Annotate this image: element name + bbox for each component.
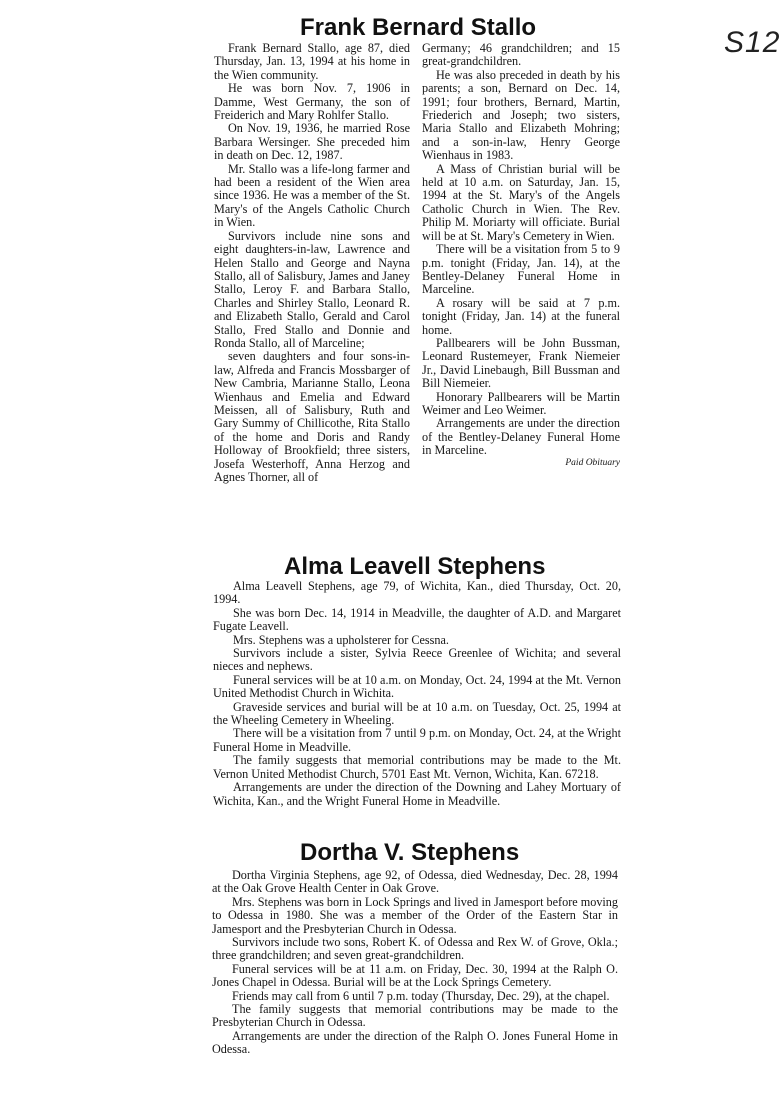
paragraph: Arrangements are under the direction of the Bentley-Delaney Funeral Home in Marceline.: [422, 416, 620, 458]
paragraph: She was born Dec. 14, 1914 in Meadville, the daughter of A.D. and Margaret Fugate Leavell.: [213, 605, 621, 634]
paragraph: Germany; 46 grandchildren; and 15 great-grandchildren.: [422, 41, 620, 69]
obituary-column-left: [214, 42, 410, 484]
paragraph: Survivors include a sister, Sylvia Reece Greenlee of Wichita; and several nieces and nephews.: [213, 646, 621, 674]
paragraph: Alma Leavell Stephens, age 79, of Wichita, Kan., died Thursday, Oct. 20, 1994.: [213, 579, 621, 607]
paragraph: The family suggests that memorial contributions may be made to the Presbyterian Church in Odessa.: [212, 1002, 618, 1030]
paragraph: Arrangements are under the direction of the Ralph O. Jones Funeral Home in Odessa.: [212, 1028, 618, 1057]
paragraph: seven daughters and four sons-in-law, Alfreda and Francis Mossbarger of New Cambria, Marianne Stallo, Leona Wienhaus and Emelia and Edward Meissen, all of Salisbury, Ruth and Gary Summy of Chillicothe, Rita Stallo of the home and Doris and Randy Holloway of Brookfield; three sisters, Josefa Westerhoff, Anna Herzog and Agnes Thorner, all of: [214, 349, 410, 484]
paragraph: Frank Bernard Stallo, age 87, died Thursday, Jan. 13, 1994 at his home in the Wien community.: [214, 41, 410, 82]
obituary-headline: Alma Leavell Stephens: [284, 553, 546, 580]
obituary-column-right: [422, 42, 620, 470]
paragraph: Funeral services will be at 11 a.m. on Friday, Dec. 30, 1994 at the Ralph O. Jones Chapel in Odessa. Burial will be at the Lock Springs Cemetery.: [212, 961, 618, 990]
obituary-headline: Frank Bernard Stallo: [300, 14, 537, 41]
paragraph: Survivors include two sons, Robert K. of Odessa and Rex W. of Grove, Okla.; three grandchildren; and seven great-grandchildren.: [212, 935, 618, 963]
page-mark: S12: [724, 26, 780, 59]
paragraph: Friends may call from 6 until 7 p.m. today (Thursday, Dec. 29), at the chapel.: [232, 988, 610, 1003]
paragraph: He was also preceded in death by his parents; a son, Bernard on Dec. 14, 1991; four brothers, Bernard, Martin, Friederich and Joseph; two sisters, Maria Stallo and Elizabeth Mohring; and a son-in-law, Henry George Wienhaus in 1983.: [422, 67, 620, 163]
paragraph: He was born Nov. 7, 1906 in Damme, West Germany, the son of Freiderich and Mary Rohlfer Stallo.: [214, 81, 410, 123]
paragraph: Mrs. Stephens was a upholsterer for Cessna.: [233, 632, 449, 647]
paragraph: Arrangements are under the direction of the Downing and Lahey Mortuary of Wichita, Kan., and the Wright Funeral Home in Meadville.: [213, 780, 621, 808]
obituary-body: [213, 580, 621, 808]
paid-obituary-label: Paid Obituary: [565, 457, 620, 468]
paragraph: On Nov. 19, 1936, he married Rose Barbara Wersinger. She preceded him in death on Dec. 12, 1987.: [214, 121, 410, 163]
paragraph: Dortha Virginia Stephens, age 92, of Odessa, died Wednesday, Dec. 28, 1994 at the Oak Grove Health Center in Oak Grove.: [212, 868, 618, 896]
paragraph: Mr. Stallo was a life-long farmer and had been a resident of the Wien area since 1936. He was a member of the St. Mary's of the Angels Catholic Church in Wien.: [214, 161, 410, 230]
paragraph: A Mass of Christian burial will be held at 10 a.m. on Saturday, Jan. 15, 1994 at the St. Mary's of the Angels Catholic Church in Wien. The Rev. Philip M. Moriarty will officiate. Burial will be at St. Mary's Cemetery in Wien.: [422, 161, 620, 243]
obituary-body: [212, 869, 618, 1057]
paragraph: A rosary will be said at 7 p.m. tonight (Friday, Jan. 14) at the funeral home.: [422, 295, 620, 337]
paragraph: The family suggests that memorial contributions may be made to the Mt. Vernon United Methodist Church, 5701 East Mt. Vernon, Wichita, Kan. 67218.: [213, 753, 621, 781]
paragraph: Survivors include nine sons and eight daughters-in-law, Lawrence and Helen Stallo and George and Nayna Stallo, all of Salisbury, James and Janey Stallo, Leroy F. and Barbara Stallo, Charles and Shirley Stallo, Leonard R. and Elizabeth Stallo, Gerald and Carol Stallo, Fred Stallo and Donnie and Ronda Stallo, all of Marceline;: [214, 228, 410, 350]
paragraph: Honorary Pallbearers will be Martin Weimer and Leo Weimer.: [422, 389, 620, 417]
paragraph: There will be a visitation from 7 until 9 p.m. on Monday, Oct. 24, at the Wright Funeral Home in Meadville.: [213, 726, 621, 754]
paragraph: Mrs. Stephens was born in Lock Springs and lived in Jamesport before moving to Odessa in 1980. She was a member of the Order of the Eastern Star in Jamesport and the Presbyterian Church in Odessa.: [212, 894, 618, 936]
paragraph: There will be a visitation from 5 to 9 p.m. tonight (Friday, Jan. 14), at the Bentley-Delaney Funeral Home in Marceline.: [422, 242, 620, 297]
paragraph: Pallbearers will be John Bussman, Leonard Rustemeyer, Frank Niemeier Jr., David Linebaugh, Bill Bussman and Bill Niemeier.: [422, 335, 620, 391]
obituary-headline: Dortha V. Stephens: [300, 839, 520, 866]
paragraph: Graveside services and burial will be at 10 a.m. on Tuesday, Oct. 25, 1994 at the Wheeling Cemetery in Wheeling.: [213, 699, 621, 728]
paragraph: Funeral services will be at 10 a.m. on Monday, Oct. 24, 1994 at the Mt. Vernon United Methodist Church in Wichita.: [213, 672, 621, 701]
